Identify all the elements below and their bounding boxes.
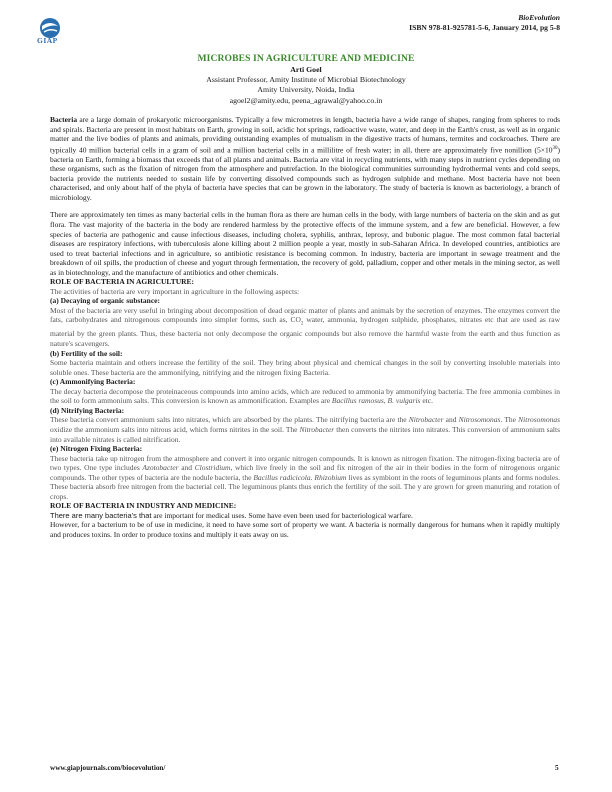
nitrifying-text — [50, 415, 560, 444]
p1-text-b: ) bacteria on Earth, forming a biomass that exceeds that of all plants and animals. Bacteria are vital in recycling nutrients, with many steps in nutrient cycles depending on these organisms, such as the fixation of nitrogen from the atmosphere and putrefaction. In the biological communities surrounding hydrothermal vents and cold seeps, bacteria provide the nutrients needed to sustain life by converting dissolved compounds such as hydrogen sulphide and methane. Most bacteria have not been characterised, and only about half of the phyla of bacteria have species that can be grown in the laboratory. The study of bacteria is known as bacteriology, a branch of microbiology. — [50, 145, 560, 202]
ammonifying-sep: , — [383, 396, 388, 406]
paragraph-1 — [50, 115, 560, 202]
industry-p1: are important for medical uses. Some have even been used for bacteriological warfare. — [151, 510, 413, 520]
nitrifying-t5: then converts the nitrites into nitrates. This conversion of ammonium salts into available nitrates is called nitrification. — [50, 424, 560, 444]
p1-text-a: are a large domain of prokaryotic microorganisms. Typically a few micrometres in length, bacteria have a wide range of shapes, ranging from spheres to rods and spirals. Bacteria are present in most habitats on Earth, growing in soil, acidic hot springs, radioactive waste, water, and deep in the Earth's crust, as well as in organic matter and the live bodies of plants and animals, providing outstanding examples of mutualism in the digestive tracts of humans, termites and cockroaches. There are typically 40 million bacterial cells in a gram of soil and a million bacterial cells in a millilitre of fresh water; in all, there are approximately five nonillion (5×10 — [50, 115, 560, 155]
subheading-decaying: (a) Decaying of organic substance: — [50, 296, 160, 306]
nitrifying-t2: and — [443, 415, 459, 425]
species-bacillus-radicicola: Bacillus radicicola — [253, 472, 311, 482]
nf-t1: These bacteria take up nitrogen from the atmosphere and convert it into organic nitrogen compounds. It is known as nitrogen fixation. The nitrogen-fixing bacteria are of two types. One type includes — [50, 453, 560, 473]
section-agriculture-intro: The activities of bacteria are very important in agriculture in the following aspects: — [50, 286, 300, 296]
species-b-vulgaris: B. vulgaris — [387, 396, 421, 406]
ammonifying-end: etc. — [420, 396, 433, 406]
ammonifying-text — [50, 387, 560, 406]
giap-globe-logo — [36, 16, 76, 52]
journal-name: BioEvolution — [518, 13, 560, 22]
species-clostridium: Clostridium — [194, 463, 231, 473]
nitrogen-fixing-text — [50, 454, 560, 502]
emails: agoel2@amity.edu, peena_agrawal@yahoo.co.in — [229, 95, 383, 105]
species-azotobacter: Azotobacter — [142, 463, 179, 473]
industry-text-2: However, for a bacterium to be of use in medicine, it need to have some sort of property we want. A bacteria is normally dangerous for humans when it rapidly multiply and produces toxins. In order to produce toxins and multiply it eats away on us. — [50, 520, 560, 539]
industry-lead: There are many bacteria's that — [50, 510, 152, 520]
species-nitrosomonas: Nitrosomonas — [458, 415, 501, 425]
species-nitrosomonas-2: Nitrosomonas — [518, 415, 560, 425]
p1-lead: Bacteria — [50, 115, 78, 124]
nf-t5: lives as symbiont in the roots of leguminous plants and forms nodules. These bacteria absorb free nitrogen from the bacterial cell. The leguminous plants thus enrich the fertility of the soil. The y are grown for green manuring and rotation of crops. — [50, 472, 560, 501]
author-name: Arti Goel — [290, 65, 322, 74]
nitrifying-t3: . The — [500, 415, 519, 425]
subheading-nitrifying: (d) Nitrifying Bacteria: — [50, 405, 125, 415]
species-nitrobacter: Nitrobacter — [408, 415, 444, 425]
fertility-text: Some bacteria maintain and others increase the fertility of the soil. They bring about physical and chemical changes in the soil by converting insoluble materials into soluble ones. These bacteria are the ammonifying, nitrifying and the nitrogen fixing Bacteria. — [50, 358, 560, 377]
location: Amity University, Noida, India — [257, 85, 355, 95]
article-body — [50, 115, 560, 540]
nf-t3: , which live freely in the soil and fix nitrogen of the air in their bodies in the form of nitrogenous organic compounds. The other types of bacteria are the nodule bacteria, the — [50, 463, 560, 482]
nf-t2: and — [178, 463, 195, 473]
nitrifying-t1: These bacteria convert ammonium salts into nitrates, which are absorbed by the plants. The nitrifying bacteria are the — [50, 415, 409, 425]
p1-superscript: 30 — [552, 145, 558, 151]
species-rhizobium: Rhizobium — [314, 472, 347, 482]
subheading-nitrogen-fixing: (e) Nitrogen Fixing Bacteria: — [50, 444, 143, 454]
page-number: 5 — [555, 764, 559, 772]
journal-header — [409, 13, 560, 33]
subheading-ammonifying: (c) Ammonifying Bacteria: — [50, 377, 136, 387]
article-title: MICROBES IN AGRICULTURE AND MEDICINE — [197, 53, 415, 64]
subheading-fertility: (b) Fertility of the soil: — [50, 348, 123, 358]
paragraph-2: There are approximately ten times as many bacterial cells in the human flora as there are human cells in the body, with large numbers of bacteria on the skin and as gut flora. The vast majority of the bacteria in the body are rendered harmless by the protective effects of the immune system, and a few are beneficial. However, a few species of bacteria are pathogenic and cause infectious diseases, including cholera, syphilis, anthrax, leprosy, and bubonic plague. The most common fatal bacterial diseases are respiratory infections, with tuberculosis alone killing about 2 million people a year, mostly in sub-Saharan Africa. In developed countries, antibiotics are used to treat bacterial infections and in agriculture, so antibiotic resistance is becoming common. In industry, bacteria are important in sewage treatment and the breakdown of oil spills, the production of cheese and yogurt through fermentation, the recovery of gold, palladium, copper and other metals in the mining sector, as well as in biotechnology, and the manufacture of antibiotics and other chemicals. — [50, 210, 560, 277]
co2-subscript: 2 — [300, 321, 304, 327]
section-agriculture-heading: ROLE OF BACTERIA IN AGRICULTURE: — [50, 277, 195, 287]
industry-text-1 — [50, 511, 560, 521]
nitrifying-t4: oxidize the ammonium salts into nitrous acid, which forms nitrites in the soil. The — [50, 424, 300, 434]
logo-text: GIAP — [37, 36, 58, 45]
section-industry-heading: ROLE OF BACTERIA IN INDUSTRY AND MEDICINE: — [50, 501, 237, 511]
isbn-line: ISBN 978-81-925781-5-6, January 2014, pg 5-8 — [409, 23, 560, 32]
footer-url: www.giapjournals.com/biocevolution/ — [50, 764, 166, 772]
ammonifying-text-a: The decay bacteria decompose the proteinaceous compounds into amino acids, which are reduced to ammonia by ammonifying bacteria. The free ammonia combines in the soil to form ammonium salts. This conversion is known as ammonification. Examples are — [50, 386, 560, 406]
nf-t4: . — [310, 472, 315, 482]
species-nitrobacter-2: Nitrobacter — [299, 424, 335, 434]
author-block — [0, 65, 612, 106]
decaying-text — [50, 306, 560, 349]
decaying-text-b: water, ammonia, hydrogen sulphide, phosphates, nitrates etc that are used as raw material by the green plants. Thus, these bacteria not only decompose the organic compounds but also remove the harmful waste from the earth and thus function as nature's scavengers. — [50, 315, 561, 349]
decaying-text-a: Most of the bacteria are very useful in bringing about decomposition of dead organic matter of plants and animals by the secretion of enzymes. The enzymes convert the fats, carbohydrates and nitrogenous compounds into simpler forms, such as, CO — [50, 305, 560, 325]
species-bacillus-ramosus: Bacillus ramosus — [331, 396, 384, 406]
affiliation: Assistant Professor, Amity Institute of Microbial Biotechnology — [206, 75, 406, 85]
